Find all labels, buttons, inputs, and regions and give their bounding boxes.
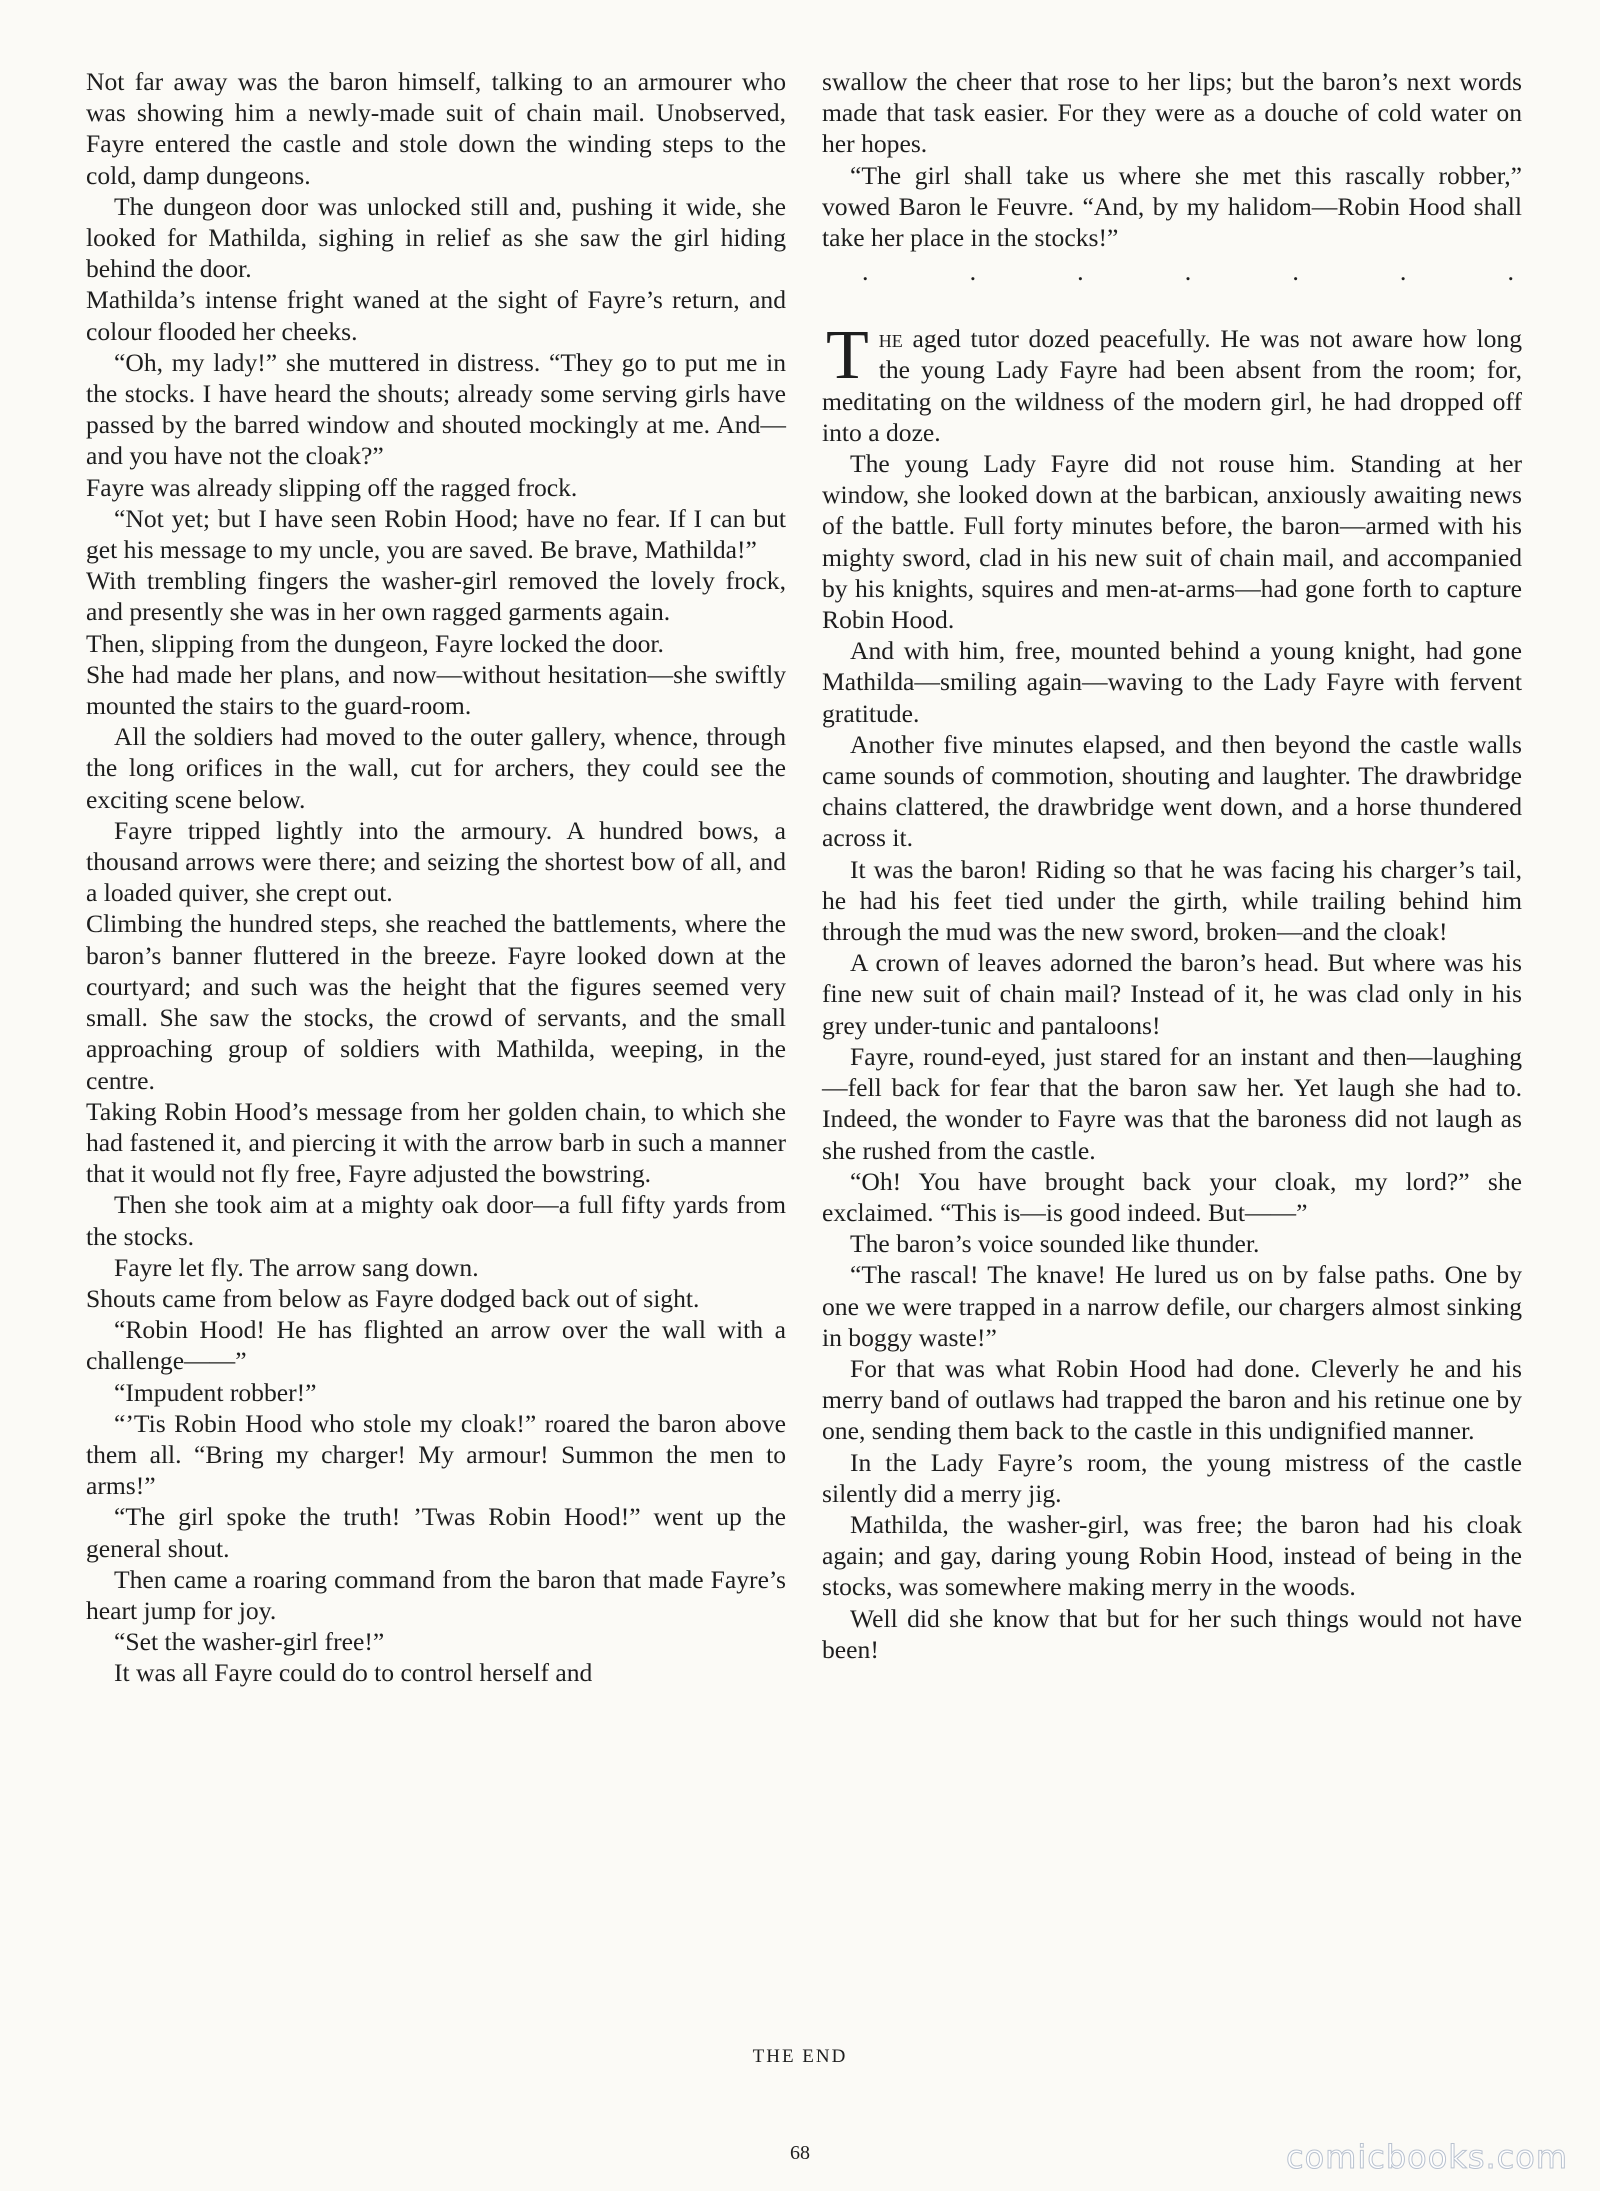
paragraph: “Robin Hood! He has flighted an arrow over the wall with a challenge——” — [86, 1315, 786, 1376]
paragraph: The baron’s voice sounded like thunder. — [850, 1229, 1260, 1259]
paragraph: The dungeon door was unlocked still and, pushing it wide, she looked for Mathilda, sighing in relief as she saw the girl hiding behind the door. — [86, 191, 786, 284]
paragraph: She had made her plans, and now—without hesitation—she swiftly mounted the stairs to the guard-room. — [86, 659, 786, 721]
paragraph: The young Lady Fayre did not rouse him. Standing at her window, she looked down at the barbican, anxiously awaiting news of the battle. Full forty minutes before, the baron—armed with his mighty sword, clad in his new suit of chain mail, and accompanied by his knights, squires and men-at-arms—had gone forth to capture Robin Hood. — [822, 449, 1522, 635]
small-caps-lead: he — [878, 324, 903, 354]
paragraph: Mathilda, the washer-girl, was free; the baron had his cloak again; and gay, daring young Robin Hood, instead of being in the stocks, was somewhere making merry in the woods. — [822, 1509, 1522, 1602]
paragraph: “Oh! You have brought back your cloak, my lord?” she exclaimed. “This is—is good indeed. But——” — [822, 1166, 1522, 1227]
paragraph: Not far away was the baron himself, talking to an armourer who was showing him a newly-made suit of chain mail. Unobserved, Fayre entered the castle and stole down the winding steps to the cold, damp dungeons. — [86, 67, 786, 190]
paragraph: Well did she know that but for her such things would not have been! — [822, 1603, 1522, 1664]
paragraph: In the Lady Fayre’s room, the young mistress of the castle silently did a merry jig. — [822, 1447, 1522, 1508]
paragraph: For that was what Robin Hood had done. Cleverly he and his merry band of outlaws had trapped the baron and his retinue one by one, sending them back to the castle in this undignified manner. — [822, 1353, 1522, 1446]
paragraph: Another five minutes elapsed, and then beyond the castle walls came sounds of commotion, shouting and laughter. The drawbridge chains clattered, the drawbridge went down, and a horse thundered across it. — [822, 729, 1522, 853]
paragraph: Fayre let fly. The arrow sang down. — [114, 1252, 479, 1282]
paragraph: “Impudent robber!” — [114, 1377, 317, 1407]
paragraph: Mathilda’s intense fright waned at the sight of Fayre’s return, and colour flooded her cheeks. — [86, 285, 786, 346]
section-separator — [822, 259, 1522, 285]
separator-dot: . — [1399, 257, 1407, 287]
paragraph: “Oh, my lady!” she muttered in distress. “They go to put me in the stocks. I have heard the shouts; already some serving girls have passed by the barred window and shouted mockingly at me. And—and you have not the cloak?” — [86, 347, 786, 471]
paragraph: Fayre, round-eyed, just stared for an instant and then—laughing—fell back for fear that the baron saw her. Yet laugh she had to. Indeed, the wonder to Fayre was that the baroness did not laugh as she rushed from the castle. — [822, 1041, 1522, 1165]
paragraph: Climbing the hundred steps, she reached the battlements, where the baron’s banner fluttered in the breeze. Fayre looked down at the courtyard; and such was the height that the figures seemed very small. She saw the stocks, the crowd of servants, and the small approaching group of soldiers with Mathilda, weeping, in the centre. — [86, 909, 786, 1095]
paragraph: “The rascal! The knave! He lured us on by false paths. One by one we were trapped in a narrow defile, our chargers almost sinking in boggy waste!” — [822, 1260, 1522, 1352]
paragraph: It was the baron! Riding so that he was facing his charger’s tail, he had his feet tied under the girth, while trailing behind him through the mud was the new sword, broken—and the cloak! — [822, 854, 1522, 947]
paragraph: It was all Fayre could do to control herself and — [114, 1658, 593, 1688]
separator-dot: . — [862, 257, 869, 287]
paragraph: Fayre was already slipping off the ragged frock. — [86, 472, 578, 502]
paragraph: “’Tis Robin Hood who stole my cloak!” roared the baron above them all. “Bring my charger! My armour! Summon the men to arms!” — [86, 1408, 786, 1501]
drop-cap: T — [826, 317, 869, 395]
paragraph: Then she took aim at a mighty oak door—a full fifty yards from the stocks. — [86, 1190, 786, 1251]
paragraph: swallow the cheer that rose to her lips; but the baron’s next words made that task easier. For they were as a douche of cold water on her hopes. — [822, 67, 1522, 159]
separator-dot: . — [1077, 257, 1084, 287]
section-opening-paragraph — [822, 317, 1522, 448]
site-watermark: comicbooks.com — [1285, 2138, 1568, 2176]
paragraph: Shouts came from below as Fayre dodged back out of sight. — [86, 1283, 700, 1313]
paragraph: Then came a roaring command from the baron that made Fayre’s heart jump for joy. — [86, 1564, 786, 1625]
left-column — [86, 66, 786, 1689]
separator-dot: . — [969, 257, 977, 287]
paragraph: “The girl shall take us where she met this rascally robber,” vowed Baron le Feuvre. “And, by my halidom—Robin Hood shall take her place in the stocks!” — [822, 160, 1522, 253]
paragraph: “The girl spoke the truth! ’Twas Robin Hood!” went up the general shout. — [86, 1502, 786, 1563]
right-column — [822, 66, 1522, 1665]
paragraph: “Not yet; but I have seen Robin Hood; have no fear. If I can but get his message to my uncle, you are saved. Be brave, Mathilda!” — [86, 503, 786, 565]
paragraph: A crown of leaves adorned the baron’s head. But where was his fine new suit of chain mail? Instead of it, he was clad only in his grey under-tunic and pantaloons! — [822, 948, 1522, 1040]
separator-dot: . — [1507, 257, 1514, 287]
the-end-label: THE END — [752, 2046, 848, 2067]
paragraph: Fayre tripped lightly into the armoury. A hundred bows, a thousand arrows were there; and seizing the shortest bow of all, and a loaded quiver, she crept out. — [86, 815, 786, 908]
paragraph: All the soldiers had moved to the outer gallery, whence, through the long orifices in the wall, cut for archers, they could see the exciting scene below. — [86, 722, 786, 814]
opening-text: aged tutor dozed peacefully. He was not aware how long the young Lady Fayre had been absent from the room; for, meditating on the wildness of the modern girl, he had dropped off into a doze. — [822, 324, 1522, 447]
paragraph: With trembling fingers the washer-girl removed the lovely frock, and presently she was in her own ragged garments again. — [86, 566, 786, 627]
paragraph: “Set the washer-girl free!” — [114, 1627, 385, 1657]
page-number: 68 — [790, 2142, 810, 2164]
separator-dot: . — [1292, 257, 1299, 287]
paragraph: Taking Robin Hood’s message from her golden chain, to which she had fastened it, and piercing it with the arrow barb in such a manner that it would not fly free, Fayre adjusted the bowstring. — [86, 1096, 786, 1189]
paragraph: And with him, free, mounted behind a young knight, had gone Mathilda—smiling again—waving to the Lady Fayre with fervent gratitude. — [822, 636, 1522, 728]
paragraph: Then, slipping from the dungeon, Fayre locked the door. — [86, 628, 664, 658]
separator-dot: . — [1184, 257, 1192, 287]
